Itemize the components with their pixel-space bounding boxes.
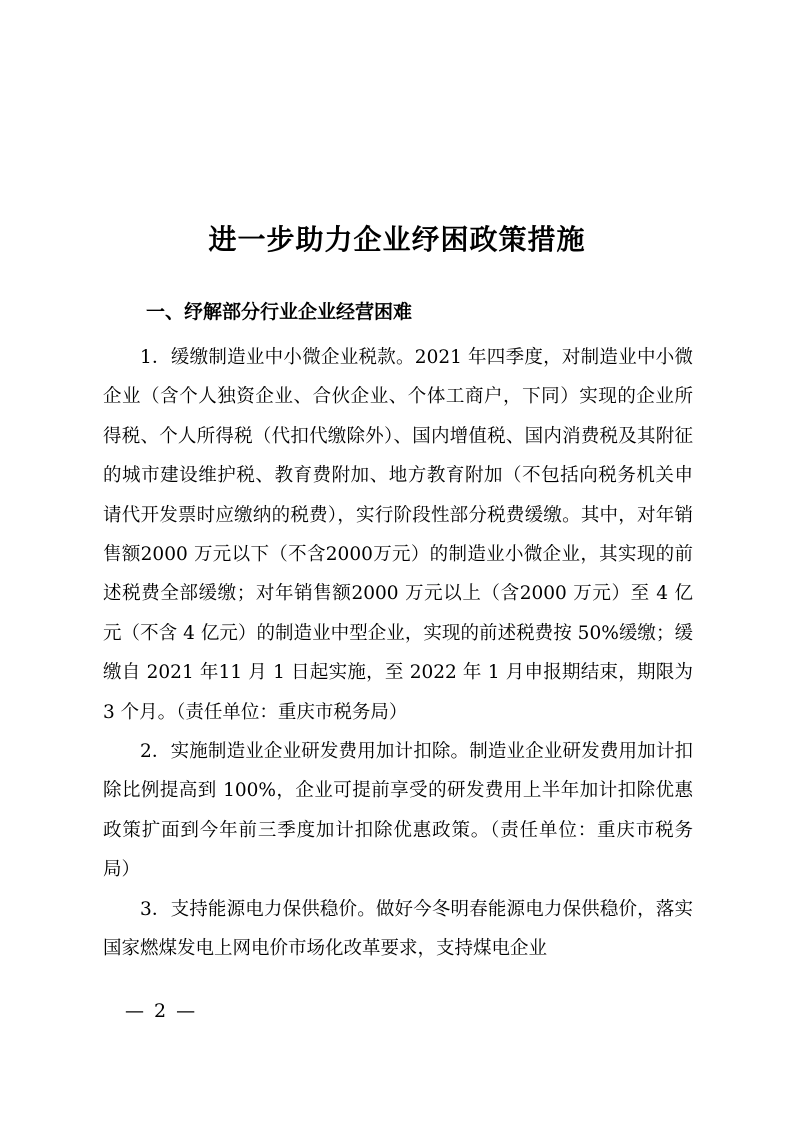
section-heading: 一、纾解部分行业企业经营困难 — [146, 301, 413, 323]
paragraph-2: 2．实施制造业企业研发费用加计扣除。制造业企业研发费用加计扣除比例提高到 100%，企业可提前享受的研发费用上半年加计扣除优惠政策扩面到今年前三季度加计扣除优惠政策。（责任单位：重庆市税务局） — [103, 741, 693, 881]
paragraph-3: 3．支持能源电力保供稳价。做好今冬明春能源电力保供稳价，落实国家燃煤发电上网电价市场化改革要求，支持煤电企业 — [103, 898, 693, 960]
page-title: 进一步助力企业纾困政策措施 — [208, 223, 586, 256]
paragraph-1: 1．缓缴制造业中小微企业税款。2021 年四季度，对制造业中小微企业（含个人独资企业、合伙企业、个体工商户，下同）实现的企业所得税、个人所得税（代扣代缴除外）、国内增值税、国内消费税及其附征的城市建设维护税、教育费附加、地方教育附加（不包括向税务机关申请代开发票时应缴纳的税费），实行阶段性部分税费缓缴。其中，对年销售额2000 万元以下（不含2000万元）的制造业小微企业，其实现的前述税费全部缓缴；对年销售额2000 万元以上（含2000 万元）至 4 亿元（不含 4 亿元）的制造业中型企业，实现的前述税费按 50%缓缴；缓缴自 2021 年11 月 1 日起实施，至 2022 年 1 月申报期结束，期限为 3 个月。（责任单位：重庆市税务局） — [103, 347, 693, 723]
body-text — [103, 338, 693, 969]
page-number: — 2 — — [125, 1000, 198, 1022]
